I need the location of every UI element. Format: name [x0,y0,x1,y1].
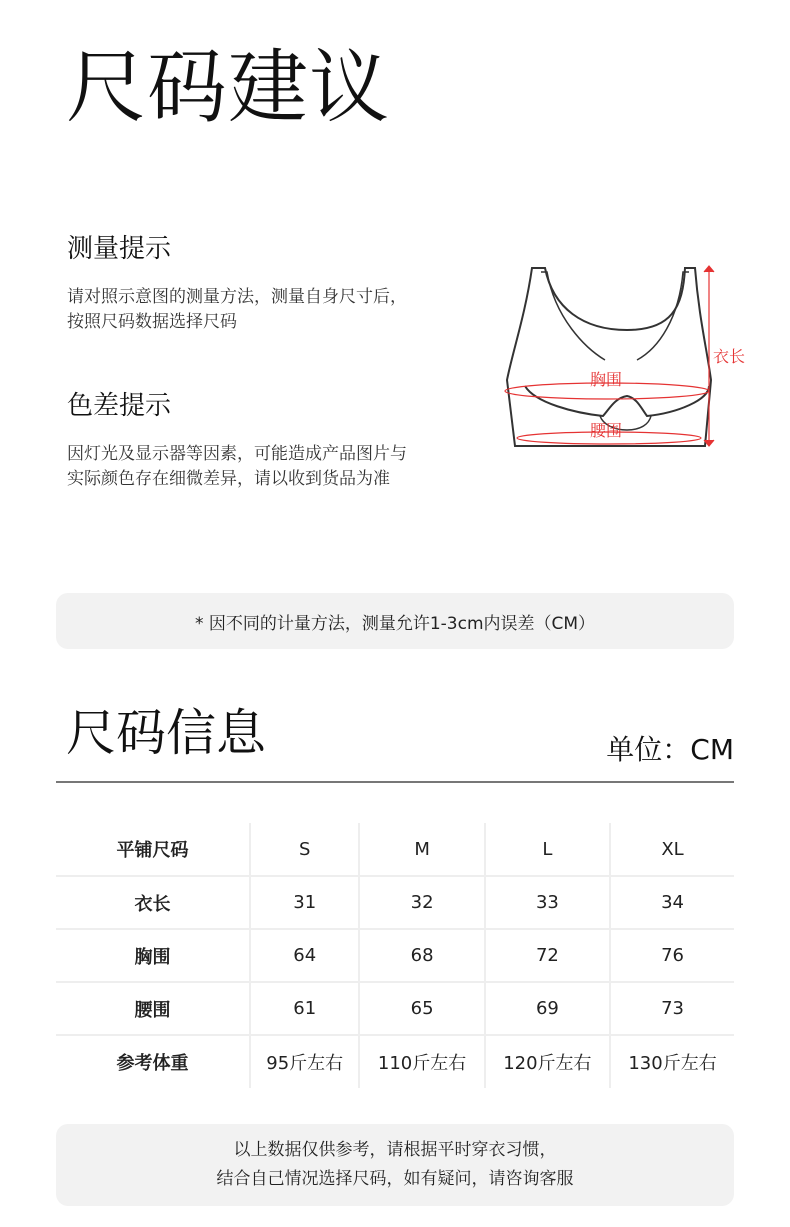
table-cell: L [485,823,610,876]
measure-lines [505,266,714,446]
table-cell: 64 [250,929,359,982]
table-cell: 33 [485,876,610,929]
measure-tip-text [67,285,487,335]
table-cell: 68 [359,929,484,982]
row-label-cell: 平铺尺码 [56,823,250,876]
table-cell: M [359,823,484,876]
table-cell: 72 [485,929,610,982]
measure-tip-line-1: 请对照示意图的测量方法，测量自身尺寸后， [67,287,407,307]
table-row [56,982,734,1035]
color-tip-line-2: 实际颜色存在细微差异，请以收到货品为准 [67,469,390,489]
chest-label: 胸围 [590,370,623,389]
table-cell: 61 [250,982,359,1035]
garment-measure-diagram [495,258,760,458]
page-title: 尺码建议 [66,41,390,134]
bra-outline [507,268,711,446]
table-row [56,929,734,982]
divider [56,781,734,783]
table-cell: S [250,823,359,876]
table-row [56,1035,734,1088]
color-tip-line-1: 因灯光及显示器等因素，可能造成产品图片与 [67,444,407,464]
measure-tip-line-2: 按照尺码数据选择尺码 [67,312,237,332]
length-label: 衣长 [713,347,746,366]
color-tip-text [67,442,487,492]
waist-label: 腰围 [590,421,623,440]
footer-line-2: 结合自己情况选择尺码，如有疑问，请咨询客服 [216,1169,574,1189]
footer-note [56,1124,734,1206]
table-cell: 73 [610,982,734,1035]
color-tip-heading: 色差提示 [67,391,172,421]
table-row [56,876,734,929]
table-cell: 32 [359,876,484,929]
table-cell: 34 [610,876,734,929]
table-cell: 110斤左右 [359,1035,484,1088]
footer-line-1: 以上数据仅供参考，请根据平时穿衣习惯， [233,1140,557,1160]
size-table [56,823,734,1088]
table-cell: 95斤左右 [250,1035,359,1088]
unit-label: 单位：CM [606,733,734,766]
table-cell: XL [610,823,734,876]
table-cell: 130斤左右 [610,1035,734,1088]
row-label-cell: 腰围 [56,982,250,1035]
row-label-cell: 衣长 [56,876,250,929]
table-cell: 120斤左右 [485,1035,610,1088]
table-cell: 69 [485,982,610,1035]
table-header-row [56,823,734,876]
row-label-cell: 参考体重 [116,1053,189,1074]
table-cell: 76 [610,929,734,982]
table-cell: 65 [359,982,484,1035]
size-info-title: 尺码信息 [66,704,266,762]
table-cell: 31 [250,876,359,929]
row-label-cell: 胸围 [56,929,250,982]
measure-tip-heading: 测量提示 [67,234,172,264]
tolerance-note: * 因不同的计量方法，测量允许1-3cm内误差（CM） [56,593,734,649]
